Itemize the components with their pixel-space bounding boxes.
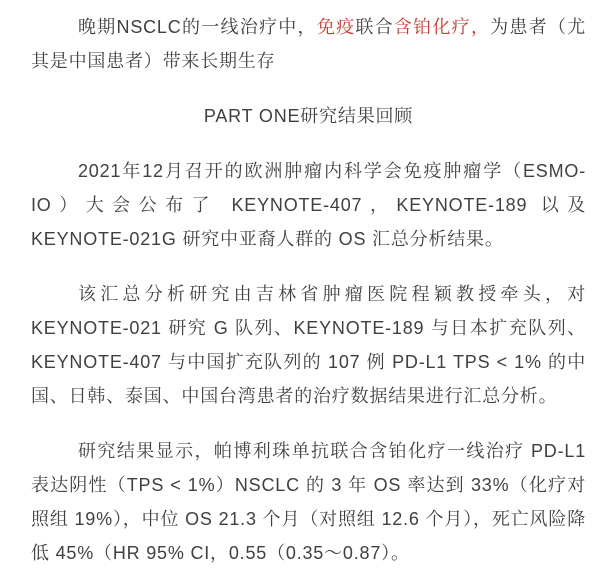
paragraph-pooled-analysis: 该汇总分析研究由吉林省肿瘤医院程颖教授牵头，对 KEYNOTE-021 研究 G 队列、KEYNOTE-189 与日本扩充队列、KEYNOTE-407 与中国扩充队列的 107 例 PD-L1 TPS < 1% 的中国、日韩、泰国、中国台湾患者的治疗数据结果进行汇总分析。 bbox=[31, 284, 586, 406]
body-text: 为患者（尤其是中国患者）带来长期生存 bbox=[31, 17, 587, 71]
lead-paragraph bbox=[31, 10, 586, 78]
paragraph-study-results: 研究结果显示，帕博利珠单抗联合含铂化疗一线治疗 PD-L1 表达阴性（TPS < 1%）NSCLC 的 3 年 OS 率达到 33%（化疗对照组 19%），中位 OS 21.3 个月（对照组 12.6 个月），死亡风险降低 45%（HR 95% CI，0.55（0.35～0.87）。 bbox=[31, 441, 586, 563]
highlighted-text: 含铂化疗， bbox=[393, 17, 491, 37]
paragraph-esmo-announcement: 2021年12月召开的欧洲肿瘤内科学会免疫肿瘤学（ESMO-IO）大会公布了 KEYNOTE-407，KEYNOTE-189 以及 KEYNOTE-021G 研究中亚裔人群的 OS 汇总分析结果。 bbox=[31, 161, 586, 249]
highlighted-text: 免疫 bbox=[316, 17, 356, 37]
section-title-part-one: PART ONE研究结果回顾 bbox=[203, 106, 414, 126]
body-text: 晚期NSCLC的一线治疗中， bbox=[78, 17, 317, 37]
body-text: 联合 bbox=[355, 17, 394, 37]
